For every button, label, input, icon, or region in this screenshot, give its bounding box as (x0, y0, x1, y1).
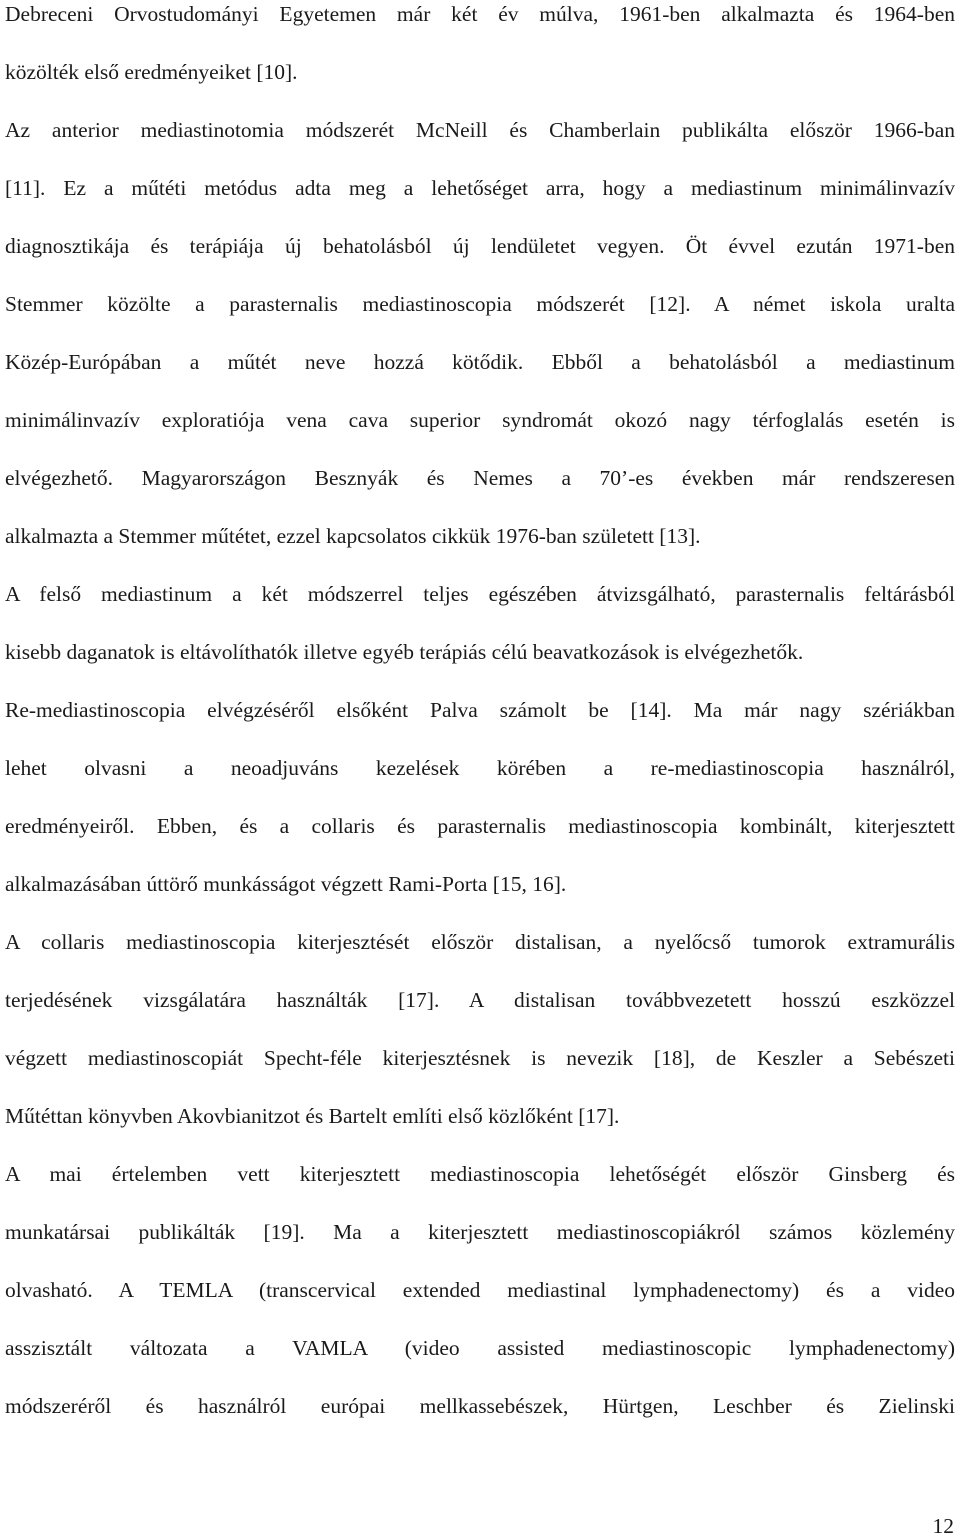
page-number: 12 (932, 1514, 954, 1538)
text-line: [11]. Ez a műtéti metódus adta meg a lehetőséget arra, hogy a mediastinum minimálinvazív (5, 176, 955, 200)
text-line: közölték első eredményeiket [10]. (5, 60, 298, 84)
text-line: Stemmer közölte a parasternalis mediastinoscopia módszerét [12]. A német iskola uralta (5, 292, 955, 316)
text-line: elvégezhető. Magyarországon Besznyák és Nemes a 70’-es években már rendszeresen (5, 466, 955, 490)
text-line: alkalmazásában úttörő munkásságot végzett Rami-Porta [15, 16]. (5, 872, 567, 896)
text-line: Re-mediastinoscopia elvégzéséről elsőként Palva számolt be [14]. Ma már nagy szériákban (5, 698, 955, 722)
text-line: terjedésének vizsgálatára használták [17]. A distalisan továbbvezetett hosszú eszközzel (5, 988, 955, 1012)
text-line: végzett mediastinoscopiát Specht-féle kiterjesztésnek is nevezik [18], de Keszler a Sebészeti (5, 1046, 955, 1070)
text-line: Az anterior mediastinotomia módszerét McNeill és Chamberlain publikálta először 1966-ban (5, 118, 955, 142)
text-line: A mai értelemben vett kiterjesztett mediastinoscopia lehetőségét először Ginsberg és (5, 1162, 955, 1186)
text-line: munkatársai publikálták [19]. Ma a kiterjesztett mediastinoscopiákról számos közlemény (5, 1220, 955, 1244)
text-line: Műtéttan könyvben Akovbianitzot és Bartelt említi első közlőként [17]. (5, 1104, 620, 1128)
text-line: olvasható. A TEMLA (transcervical extended mediastinal lymphadenectomy) és a video (5, 1278, 955, 1302)
text-line: eredményeiről. Ebben, és a collaris és parasternalis mediastinoscopia kombinált, kiterjesztett (5, 814, 955, 838)
text-line: kisebb daganatok is eltávolíthatók illetve egyéb terápiás célú beavatkozások is elvégezhetők. (5, 640, 804, 664)
text-line: A felső mediastinum a két módszerrel teljes egészében átvizsgálható, parasternalis feltárásból (5, 582, 955, 606)
text-line: Közép-Európában a műtét neve hozzá kötődik. Ebből a behatolásból a mediastinum (5, 350, 955, 374)
text-line: minimálinvazív exploratiója vena cava superior syndromát okozó nagy térfoglalás esetén is (5, 408, 955, 432)
text-line: lehet olvasni a neoadjuváns kezelések körében a re-mediastinoscopia használról, (5, 756, 955, 780)
text-line: diagnosztikája és terápiája új behatolásból új lendületet vegyen. Öt évvel ezután 1971-ben (5, 234, 955, 258)
text-line: A collaris mediastinoscopia kiterjesztését először distalisan, a nyelőcső tumorok extramurális (5, 930, 955, 954)
text-line: módszeréről és használról európai mellkassebészek, Hürtgen, Leschber és Zielinski (5, 1394, 955, 1418)
text-line: Debreceni Orvostudományi Egyetemen már két év múlva, 1961-ben alkalmazta és 1964-ben (5, 2, 955, 26)
text-line: alkalmazta a Stemmer műtétet, ezzel kapcsolatos cikkük 1976-ban született [13]. (5, 524, 701, 548)
text-line: asszisztált változata a VAMLA (video assisted mediastinoscopic lymphadenectomy) (5, 1336, 955, 1360)
